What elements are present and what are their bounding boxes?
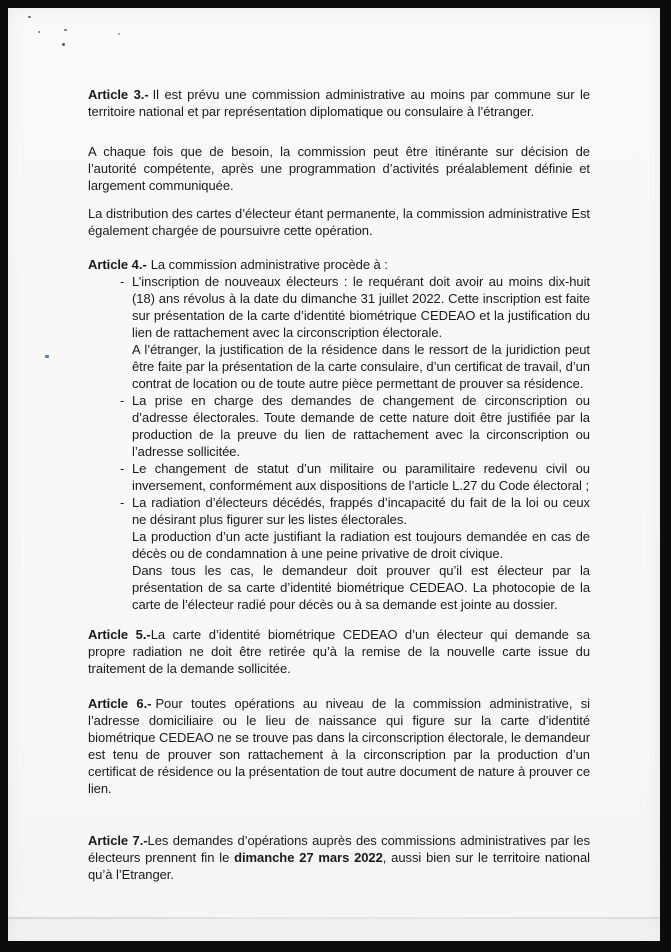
article5-paragraph bbox=[88, 626, 590, 677]
scanned-document-page bbox=[8, 8, 660, 941]
bullet-dash-icon: - bbox=[120, 495, 125, 510]
bullet-1-paragraph-1: L’inscription de nouveaux électeurs : le requérant doit avoir au moins dix-huit (18) ans révolus à la date du dimanche 31 juillet 2022. Cette inscription est faite sur présentation de la carte d’identité biométrique CEDEAO et la justification du lien de rattachement avec la circonscription électorale. bbox=[132, 274, 590, 340]
article3-paragraph bbox=[88, 86, 590, 120]
article5-label: Article 5.- bbox=[88, 627, 151, 642]
bullet-dash-icon: - bbox=[120, 461, 125, 476]
article4-label: Article 4.- bbox=[88, 257, 147, 272]
scan-speck bbox=[38, 31, 40, 33]
scan-shadow-band bbox=[8, 919, 660, 941]
bullet-3-paragraph-1: Le changement de statut d’un militaire ou paramilitaire redevenu civil ou inversement, conformément aux dispositions de l’article L.27 du Code électoral ; bbox=[132, 461, 590, 493]
article7-deadline-date: dimanche 27 mars 2022 bbox=[234, 850, 383, 865]
article6-text: Pour toutes opérations au niveau de la commission administrative, si l’adresse domiciliaire ou le lieu de naissance qui figure sur la carte d’identité biométrique CEDEAO ne se trouve pas dans la circonscription électorale, le demandeur est tenu de prouver son rattachement à la circonscription par la production d’un certificat de résidence ou la présentation de tout autre document de nature à prouver ce lien. bbox=[88, 696, 590, 796]
bullet-dash-icon: - bbox=[120, 393, 125, 408]
article6-paragraph bbox=[88, 695, 590, 797]
document-text-column bbox=[88, 86, 590, 883]
article7-label: Article 7.- bbox=[88, 833, 148, 848]
article4-intro bbox=[88, 256, 590, 273]
bullet-dash-icon: - bbox=[120, 274, 125, 289]
bullet-1-paragraph-2: A l’étranger, la justification de la résidence dans le ressort de la juridiction peut être faite par la présentation de la carte consulaire, d’un certificat de travail, d’un contrat de location ou de toute autre pièce permettant de prouver sa résidence. bbox=[132, 342, 590, 391]
ink-speck-blue bbox=[45, 355, 49, 358]
article7-text-pre: Les demandes d’opérations auprès des commissions administratives par les électeurs prennent fin le bbox=[88, 833, 590, 865]
bullet-4-paragraph-2: La production d’un acte justifiant la radiation est toujours demandée en cas de décès ou de condamnation à une peine privative de droit civique. bbox=[132, 529, 590, 561]
paragraph-distribution: La distribution des cartes d’électeur étant permanente, la commission administrative Est également chargée de poursuivre cette opération. bbox=[88, 206, 590, 238]
bullet-4-paragraph-3: Dans tous les cas, le demandeur doit prouver qu’il est électeur par la présentation de sa carte d’identité biométrique CEDEAO. La photocopie de la carte de l’électeur radié pour décès ou à sa demande est jointe au dossier. bbox=[132, 563, 590, 612]
article4-intro-text: La commission administrative procède à : bbox=[150, 257, 388, 272]
bullet-2-paragraph-1: La prise en charge des demandes de changement de circonscription ou d’adresse électorales. Toute demande de cette nature doit être justifiée par la production de la preuve du lien de rattachement avec la circonscription ou l’adresse sollicitée. bbox=[132, 393, 590, 459]
article4-bullet-1 bbox=[88, 273, 590, 392]
article4-bullet-2 bbox=[88, 392, 590, 460]
paragraph-itinerante: A chaque fois que de besoin, la commission peut être itinérante sur décision de l’autorité compétente, après une programmation d’activités préalablement définie et largement communiquée. bbox=[88, 144, 590, 193]
bullet-4-paragraph-1: La radiation d’électeurs décédés, frappés d’incapacité du fait de la loi ou ceux ne désirant plus figurer sur les listes électorales. bbox=[132, 495, 590, 527]
article5-text: La carte d’identité biométrique CEDEAO d’un électeur qui demande sa propre radiation ne doit être retirée qu’à la remise de la nouvelle carte issue du traitement de la demande sollicitée. bbox=[88, 627, 591, 676]
article4-block bbox=[88, 256, 590, 613]
article7-paragraph bbox=[88, 832, 590, 883]
scan-speck bbox=[62, 43, 65, 46]
article3-label: Article 3.- bbox=[88, 87, 149, 102]
article4-bullet-3 bbox=[88, 460, 590, 494]
article6-label: Article 6.- bbox=[88, 696, 152, 711]
scan-speck bbox=[64, 29, 67, 31]
article4-bullet-4 bbox=[88, 494, 590, 613]
article3-text: Il est prévu une commission administrative au moins par commune sur le territoire national et par représentation diplomatique ou consulaire à l’étranger. bbox=[88, 87, 590, 119]
scan-speck bbox=[28, 16, 31, 18]
scan-speck bbox=[118, 33, 120, 35]
article7-text-post: , aussi bien sur le territoire national qu’à l’Etranger. bbox=[88, 850, 590, 882]
